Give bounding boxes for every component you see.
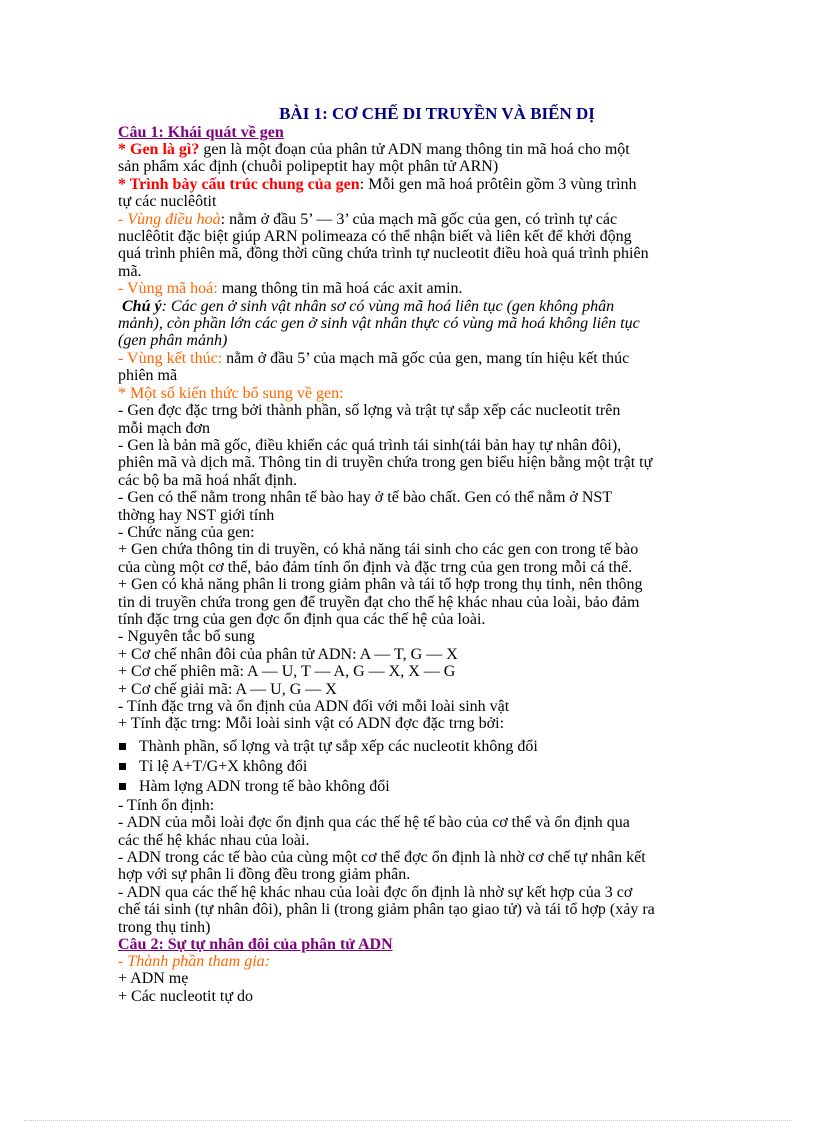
- square-bullet-icon: [119, 743, 126, 750]
- gene-structure-cont: tự các nuclêôtit: [118, 193, 217, 211]
- termination-region: - Vùng kết thúc: nằm ở đầu 5’ của mạch mã gốc của gen, mang tín hiệu kết thúc: [118, 349, 630, 367]
- body-line: của cùng một cơ thể, bảo đảm tính ổn định và đặc trng của gen trong mỗi cá thể.: [118, 558, 633, 576]
- body-line: + Gen có khả năng phân li trong giảm phân và tái tổ hợp trong thụ tinh, nên thông: [118, 576, 643, 594]
- gene-definition-label: * Gen là gì?: [118, 141, 200, 158]
- page-bottom-border: [24, 1120, 792, 1121]
- body-line: mỗi mạch đơn: [118, 419, 210, 437]
- note-line-3: (gen phân mảnh): [118, 332, 228, 350]
- bullet-item: [118, 737, 744, 757]
- note: Chú ý: Các gen ở sinh vật nhân sơ có vùng mã hoá liên tục (gen không phân: [122, 297, 615, 315]
- list-item: + ADN mẹ: [118, 970, 189, 988]
- regulatory-region-line-3: quá trình phiên mã, đồng thời cũng chứa trình tự nucleotit điều hoà quá trình phiên: [118, 245, 649, 263]
- note-line-2: mảnh), còn phần lớn các gen ở sinh vật nhân thực có vùng mã hoá không liên tục: [118, 315, 640, 333]
- gene-structure-label: * Trình bày cấu trúc chung của gen: [118, 175, 360, 193]
- body-line: các thế hệ khác nhau của loài.: [118, 831, 310, 849]
- coding-region-label: - Vùng mã hoá:: [118, 280, 218, 298]
- bullet-text: Tỉ lệ A+T/G+X không đổi: [139, 757, 308, 775]
- bullet-text: Hàm lợng ADN trong tế bào không đổi: [139, 777, 390, 795]
- extra-knowledge-label: * Một số kiến thức bổ sung về gen:: [118, 384, 344, 402]
- body-line: trong thụ tinh): [118, 918, 211, 936]
- body-line: + Gen chứa thông tin di truyền, có khả năng tái sinh cho các gen con trong tế bào: [118, 541, 639, 559]
- square-bullet-icon: [119, 783, 126, 790]
- body-line: + Cơ chế phiên mã: A — U, T — A, G — X, X — G: [118, 663, 456, 681]
- page-title: BÀI 1: CƠ CHẾ DI TRUYỀN VÀ BIẾN DỊ: [279, 104, 595, 123]
- gene-structure: * Trình bày cấu trúc chung của gen: Mỗi gen mã hoá prôtêin gồm 3 vùng trình: [118, 175, 637, 193]
- body-line: - Gen là bản mã gốc, điều khiển các quá trình tái sinh(tái bản hay tự nhân đôi),: [118, 436, 622, 454]
- body-line: - Gen có thể nằm trong nhân tế bào hay ở tế bào chất. Gen có thể nằm ở NST: [118, 489, 613, 507]
- body-line: - ADN của mỗi loài đợc ổn định qua các thế hệ tế bào của cơ thể và ổn định qua: [118, 814, 630, 832]
- body-line: - ADN trong các tế bào của cùng một cơ thể đợc ổn định là nhờ cơ chế tự nhân kết: [118, 849, 646, 867]
- body-line: thờng hay NST giới tính: [118, 506, 275, 524]
- body-line: + Cơ chế giải mã: A — U, G — X: [118, 680, 337, 698]
- body-line: - Gen đợc đặc trng bởi thành phần, số lợng và trật tự sắp xếp các nucleotit trên: [118, 402, 621, 420]
- square-bullet-icon: [119, 763, 126, 770]
- note-label: Chú ý: [122, 297, 162, 315]
- gene-definition: * Gen là gì? gen là một đoạn của phân tử ADN mang thông tin mã hoá cho một: [118, 141, 630, 158]
- section-heading-q1: Câu 1: Khái quát về gen: [118, 124, 284, 141]
- body-line: - Nguyên tắc bổ sung: [118, 628, 255, 646]
- body-line: hợp với sự phân li đồng đều trong giảm phân.: [118, 866, 411, 884]
- body-line: - ADN qua các thế hệ khác nhau của loài đợc ổn định là nhờ sự kết hợp của 3 cơ: [118, 883, 633, 901]
- body-line: - Tính đặc trng và ổn định của ADN đối với mỗi loài sinh vật: [118, 698, 510, 715]
- components-label: - Thành phần tham gia:: [118, 953, 270, 971]
- regulatory-region: - Vùng điều hoà: nằm ở đầu 5’ — 3’ của mạch mã gốc của gen, có trình tự các: [118, 210, 618, 228]
- section-heading-q2: Câu 2: Sự tự nhân đôi của phân tử ADN: [118, 936, 393, 954]
- body-line: - Tính ổn định:: [118, 796, 215, 814]
- bullet-text: Thành phần, số lợng và trật tự sắp xếp các nucleotit không đổi: [139, 737, 538, 755]
- body-line: + Cơ chế nhân đôi của phân tử ADN: A — T, G — X: [118, 645, 458, 663]
- regulatory-region-line-2: nuclêôtit đặc biệt giúp ARN polimeaza có thể nhận biết và liên kết để khởi động: [118, 228, 632, 246]
- termination-region-cont: phiên mã: [118, 367, 178, 385]
- bullet-item: [118, 777, 744, 797]
- body-line: chế tái sinh (tự nhân đôi), phân li (trong giảm phân tạo giao tử) và tái tổ hợp (xảy ra: [118, 901, 655, 919]
- regulatory-region-label: - Vùng điều hoà: [118, 210, 221, 228]
- document-page: [118, 104, 744, 1005]
- body-line: tính đặc trng của gen đợc ổn định qua các thế hệ của loài.: [118, 610, 486, 628]
- body-line: phiên mã và dịch mã. Thông tin di truyền chứa trong gen biểu hiện bằng một trật tự: [118, 454, 653, 472]
- list-item: + Các nucleotit tự do: [118, 987, 253, 1005]
- body-line: các bộ ba mã hoá nhất định.: [118, 471, 298, 489]
- body-line: - Chức năng của gen:: [118, 523, 255, 541]
- bullet-item: [118, 757, 744, 777]
- regulatory-region-line-4: mã.: [118, 262, 142, 280]
- gene-definition-cont: sản phẩm xác định (chuỗi polipeptit hay một phân tử ARN): [118, 158, 499, 176]
- body-line: tin di truyền chứa trong gen để truyền đạt cho thế hệ khác nhau của loài, bảo đảm: [118, 593, 640, 611]
- termination-region-label: - Vùng kết thúc:: [118, 349, 223, 367]
- coding-region: - Vùng mã hoá: mang thông tin mã hoá các axit amin.: [118, 280, 463, 298]
- body-line: + Tính đặc trng: Mỗi loài sinh vật có ADN đợc đặc trng bởi:: [118, 715, 505, 733]
